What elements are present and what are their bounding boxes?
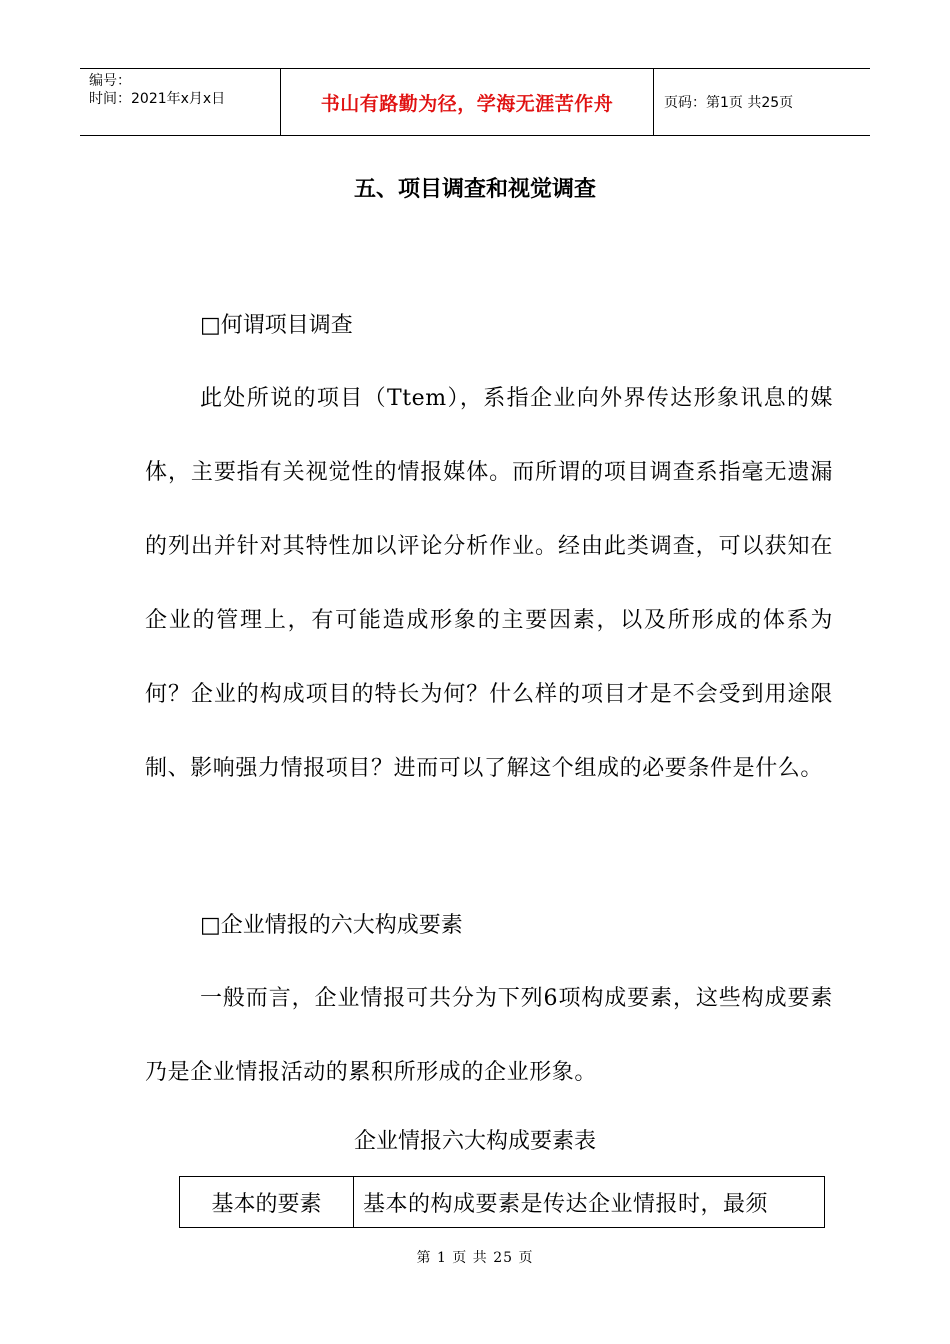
header-motto: 书山有路勤为径，学海无涯苦作舟 [281,69,654,135]
section-paragraph-six-elements: 一般而言，企业情报可共分为下列6项构成要素，这些构成要素乃是企业情报活动的累积所形成的企业形象。 [145,986,833,1085]
document-time-label: 时间：2021年x月x日 [89,91,226,107]
header-meta [80,69,281,135]
section-heading-six-elements: □企业情报的六大构成要素 [200,913,463,938]
section-paragraph-project-survey: 此处所说的项目（Ttem），系指企业向外界传达形象讯息的媒体，主要指有关视觉性的情报媒体。而所谓的项目调查系指毫无遗漏的列出并针对其特性加以评论分析作业。经由此类调查，可以获知在企业的管理上，有可能造成形象的主要因素，以及所形成的体系为何？企业的构成项目的特长为何？什么样的项目才是不会受到用途限制、影响强力情报项目？进而可以了解这个组成的必要条件是什么。 [145,386,833,781]
document-title: 五、项目调查和视觉调查 [353,177,596,202]
table-cell-element: 基本的要素 [180,1177,354,1227]
header-page-info: 页码：第1页 共25页 [664,95,794,111]
page-footer: 第 1 页 共 25 页 [416,1250,534,1266]
elements-table [179,1176,825,1228]
document-number-label: 编号： [89,73,131,89]
table-cell-description: 基本的构成要素是传达企业情报时，最须 [363,1191,769,1217]
section-heading-project-survey: □何谓项目调查 [200,313,353,338]
page-header [80,68,870,136]
table-caption: 企业情报六大构成要素表 [353,1129,596,1154]
